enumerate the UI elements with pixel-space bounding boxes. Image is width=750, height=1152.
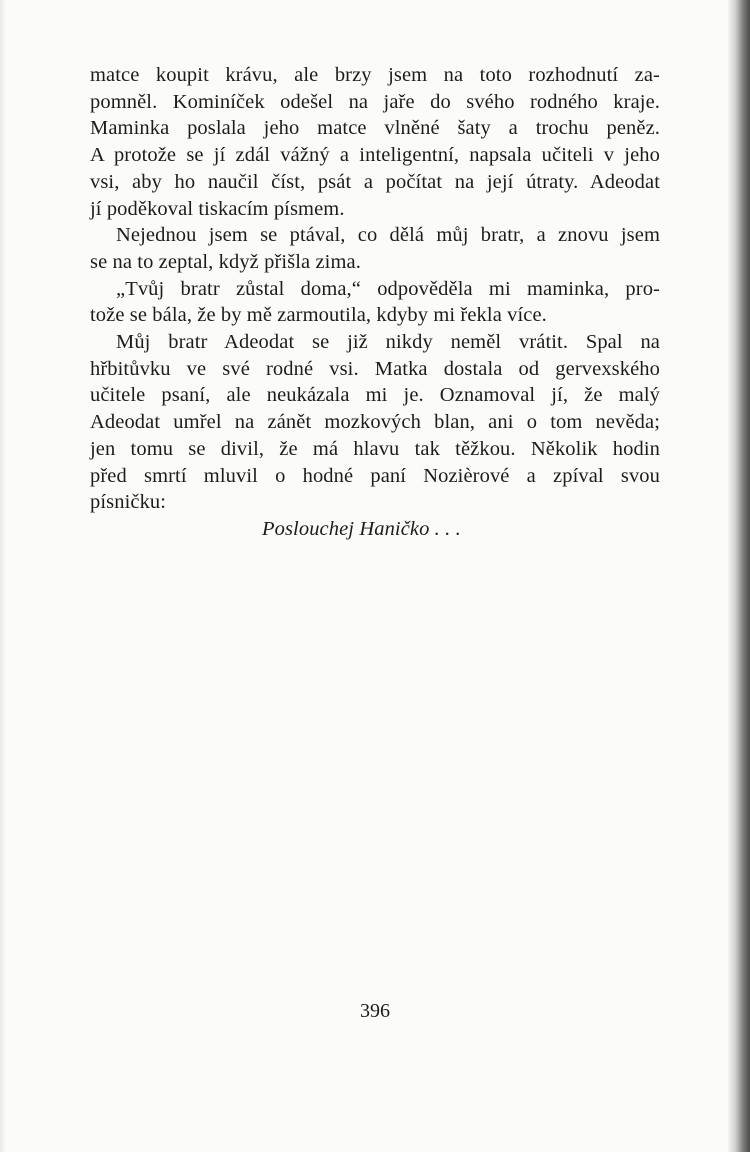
song-verse: Poslouchej Haničko . . .	[262, 517, 461, 540]
book-spine-edge	[728, 0, 750, 1152]
text-line: tože se bála, že by mě zarmoutila, kdyby mi řekla více.	[90, 304, 547, 327]
text-line: písničku:	[90, 491, 167, 514]
text-line: Maminka poslala jeho matce vlněné šaty a trochu peněz.	[90, 117, 660, 140]
page-left-shadow	[0, 0, 6, 1152]
text-line: vsi, aby ho naučil číst, psát a počítat na její útraty. Adeodat	[90, 170, 660, 193]
text-line: jen tomu se divil, že má hlavu tak těžkou. Několik hodin	[90, 437, 660, 460]
body-text	[90, 62, 660, 543]
text-line: matce koupit krávu, ale brzy jsem na toto rozhodnutí za-	[90, 64, 660, 86]
text-line: „Tvůj bratr zůstal doma,“ odpověděla mi maminka, pro-	[116, 277, 660, 300]
text-line: Nejednou jsem se ptával, co dělá můj bratr, a znovu jsem	[116, 224, 660, 247]
text-line: učitele psaní, ale neukázala mi je. Oznamoval jí, že malý	[90, 384, 660, 407]
text-line: Můj bratr Adeodat se již nikdy neměl vrátit. Spal na	[116, 331, 660, 354]
text-line: před smrtí mluvil o hodné paní Nozièrové a zpíval svou	[90, 464, 660, 487]
text-line: pomněl. Kominíček odešel na jaře do svého rodného kraje.	[90, 90, 660, 113]
page-number: 396	[360, 1000, 390, 1022]
text-line: se na to zeptal, když přišla zima.	[90, 250, 361, 273]
text-line: jí poděkoval tiskacím písmem.	[90, 197, 345, 220]
text-line: Adeodat umřel na zánět mozkových blan, ani o tom nevěda;	[90, 411, 660, 434]
text-line: A protože se jí zdál vážný a inteligentní, napsala učiteli v jeho	[90, 144, 660, 167]
text-line: hřbitůvku ve své rodné vsi. Matka dostala od gervexského	[90, 357, 660, 380]
